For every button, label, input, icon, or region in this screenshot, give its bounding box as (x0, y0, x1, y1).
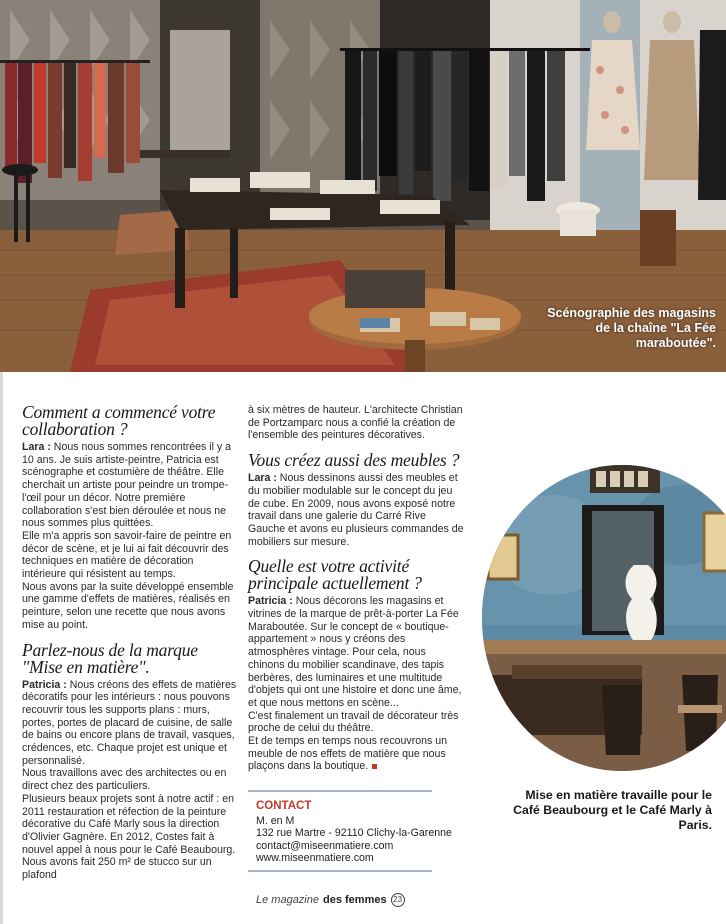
paragraph: Plusieurs beaux projets sont à notre actif : en 2011 restauration et réfection de la peinture décorative du Café Marly sous la direction d'Olivier Gagnère. En 2012, Costes fait à nouvel appel à nous pour le Café Beaubourg. Nous avons fait 250 m² de stucco sur un plafond (22, 792, 236, 882)
paragraph: à six mètres de hauteur. L'architecte Christian de Portzamparc nous a confié la création de l'ensemble des peintures décoratives. (248, 404, 463, 442)
answer-text: Nous créons des effets de matières décoratifs pour les intérieurs : nous pouvons recouvrir tous les supports plans : murs, portes, portes de placard de cuisine, de salle de bains ou encore plans de travail, vasques, crédences, etc. Chaque projet est unique et personnalisé. (22, 678, 237, 767)
contact-box (256, 800, 456, 865)
answer-paragraph (22, 441, 240, 530)
article-column-1 (22, 404, 240, 882)
footer-prefix: Le magazine (256, 894, 319, 906)
cafe-interior-photo (482, 465, 726, 771)
page-gutter (0, 372, 3, 924)
question-heading: Comment a commencé votre collaboration ? (22, 402, 216, 439)
cafe-interior-illustration (482, 465, 726, 771)
speaker-label: Patricia : (22, 678, 67, 691)
speaker-label: Lara : (22, 441, 51, 453)
footer-brand: des femmes (323, 894, 387, 906)
speaker-label: Patricia : (248, 595, 293, 608)
answer-text: Nous dessinons aussi des meubles et du mobilier modulable sur le concept du jeu de cube. En 2009, nous avons exposé notre travail dans une galerie du Carré Rive Gauche et avons eu plusieurs commandes de mobiliers sur mesure. (248, 472, 464, 548)
question-heading: Parlez-nous de la marque "Mise en matière". (22, 639, 198, 677)
answer-text: Nous décorons les magasins et vitrines de la marque de prêt-à-porter La Fée Maraboutée. Sur le concept de « boutique-appartement » nous y créons des atmosphères vintage. Pour cela, nous chinons du mobilier scandinave, des tapis berbères, des luminaires et une multitude d'objets qui ont une histoire et donc une âme, et que nous mettons en scène... (248, 595, 462, 709)
answer-paragraph (248, 595, 464, 709)
contact-title: CONTACT (256, 800, 312, 812)
speaker-label: Lara : (248, 472, 277, 485)
contact-name: M. en M (256, 814, 295, 827)
contact-address: 132 rue Martre - 92110 Clichy-la-Garenne (256, 827, 452, 840)
contact-top-rule (248, 790, 432, 792)
paragraph: Nous avons par la suite développé ensemble une gamme d'effets de matières, réalisés en peinture, selon une recette que nous avons mise au point. (22, 580, 234, 631)
contact-bottom-rule (248, 870, 432, 872)
contact-email: contact@miseenmatiere.com (256, 839, 394, 852)
paragraph: C'est finalement un travail de décorateur très proche de celui du théâtre. (248, 709, 459, 735)
paragraph-text: Et de temps en temps nous recouvrons un meuble de nos effets de matière que nous plaçons dans la boutique. (248, 735, 448, 773)
page-footer (256, 893, 405, 907)
store-interior-photo (0, 0, 726, 372)
paragraph (248, 735, 464, 773)
answer-paragraph (22, 679, 240, 768)
question-heading: Quelle est votre activité principale actuellement ? (248, 556, 422, 594)
store-photo-caption: Scénographie des magasins de la chaîne "La Fée maraboutée". (547, 306, 716, 350)
contact-website: www.miseenmatiere.com (256, 852, 374, 865)
answer-text: Nous nous sommes rencontrées il y a 10 ans. Je suis artiste-peintre, Patricia est scénographe et costumière de théâtre. Elle cherchait un artiste pour peindre un trompe-l'œil pour un décor. Notre première collaboration s'est bien déroulée et nous ne nous sommes plus quittées. (22, 441, 232, 530)
page-number: 23 (391, 893, 405, 907)
cafe-photo-caption: Mise en matière travaille pour le Café Beaubourg et le Café Marly à Paris. (513, 788, 712, 832)
answer-paragraph (248, 472, 464, 548)
paragraph: Elle m'a appris son savoir-faire de peintre en décor de scène, et je lui ai fait découvrir des techniques en matière de décoration intérieure qui résistent au temps. (22, 529, 232, 581)
paragraph: Nous travaillons avec des architectes ou en direct chez des particuliers. (22, 767, 227, 793)
article-column-2 (248, 404, 464, 773)
question-heading: Vous créez aussi des meubles ? (248, 450, 460, 471)
article-end-mark (372, 764, 377, 769)
